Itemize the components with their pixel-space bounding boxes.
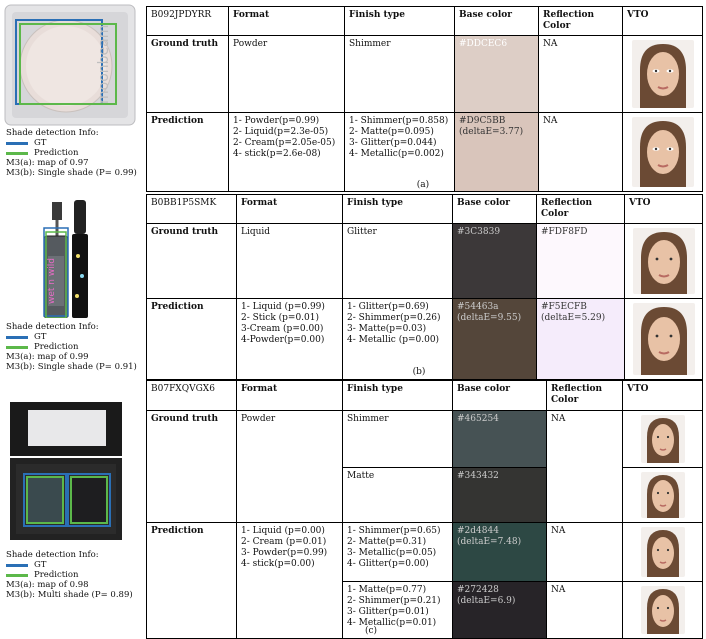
shade-info-title: Shade detection Info: [6,128,99,138]
ground-truth-label: Ground truth [147,411,237,523]
product-code: B07FXQVGX6 [147,381,237,411]
prediction-label: Prediction [147,113,229,192]
header-finish: Finish type [343,381,453,411]
m3a-info: M3(a): map of 0.98 [6,580,89,590]
gt-finish: Shimmer [343,411,453,468]
pred-reflection: NA [547,582,623,639]
prediction-label: Prediction [147,523,237,639]
gt-legend-label: GT [34,332,47,342]
shade-info-c [6,550,133,600]
pred-legend-swatch [6,346,28,349]
ground-truth-label: Ground truth [147,224,237,299]
gt-vto-cell [625,224,703,299]
gt-vto-cell [623,411,703,468]
results-table-c [146,380,703,639]
gt-format: Liquid [237,224,343,299]
pred-reflection-delta: (deltaE=5.29) [541,313,606,323]
gt-reflection-color: #FDF8FD [537,224,625,299]
pred-legend-swatch [6,152,28,155]
vto-face-image [641,586,685,634]
pred-base-color [453,582,547,639]
vto-face-image [632,40,694,108]
pred-base-color [453,299,537,380]
pred-finish-line: 1- Shimmer(p=0.65) [347,526,441,536]
pred-vto-cell [623,523,703,582]
prediction-label: Prediction [147,299,237,380]
gt-legend-swatch [6,564,28,567]
pred-finish-line: 3- Matte(p=0.03) [347,324,427,334]
vto-face-image [632,117,694,187]
pred-base-hex: #D9C5BB [459,116,506,126]
pred-finish-line: 1- Matte(p=0.77) [347,585,427,595]
pred-reflection: NA [547,523,623,582]
product-image-compact [4,4,136,126]
pred-finish-line: 3- Glitter(p=0.044) [349,138,437,148]
header-reflection: Reflection Color [547,381,623,411]
pred-format-line: 1- Liquid (p=0.99) [241,302,325,312]
pred-finish-line: 2- Matte(p=0.095) [349,127,434,137]
caption-c: (c) [364,626,378,636]
pred-vto-cell [625,299,703,380]
pred-finish-line: 3- Glitter(p=0.01) [347,607,429,617]
pred-finish-line: 3- Metallic(p=0.05) [347,548,437,558]
pred-legend-swatch [6,574,28,577]
gt-legend-swatch [6,142,28,145]
pred-finish [343,523,453,582]
results-table-a [146,6,703,192]
gt-legend-label: GT [34,560,47,570]
shade-info-b [6,322,137,372]
gt-legend-swatch [6,336,28,339]
pred-finish-line: 1- Glitter(p=0.69) [347,302,429,312]
svg-text:wet n wild: wet n wild [47,258,57,304]
svg-text:moonbeam: moonbeam [96,24,112,104]
gt-vto-cell [623,36,703,113]
product-image-palette [6,400,130,542]
header-base-color: Base color [453,381,547,411]
pred-format-line: 4- stick(p=0.00) [241,559,315,569]
product-image-liquid-tube [14,196,134,318]
pred-base-color [455,113,539,192]
pred-format-line: 3- Powder(p=0.99) [241,548,328,558]
ground-truth-label: Ground truth [147,36,229,113]
pred-finish-line: 4- Metallic(p=0.01) [347,618,437,628]
m3b-info: M3(b): Multi shade (P= 0.89) [6,590,133,600]
pred-legend-label: Prediction [34,570,79,580]
pred-finish-line: 2- Matte(p=0.31) [347,537,427,547]
gt-finish: Glitter [343,224,453,299]
pred-base-delta: (deltaE=9.55) [457,313,522,323]
pred-format-line: 4- stick(p=2.6e-08) [233,149,321,159]
m3b-info: M3(b): Single shade (P= 0.99) [6,168,137,178]
gt-reflection: NA [539,36,623,113]
gt-vto-cell [623,468,703,523]
pred-format-line: 2- Liquid(p=2.3e-05) [233,127,329,137]
pred-base-color [453,523,547,582]
pred-finish-line: 4- Metallic(p=0.002) [349,149,444,159]
product-code: B0BB1P5SMK [147,195,237,224]
gt-base-color: #3C3839 [453,224,537,299]
vto-face-image [641,472,685,518]
pred-finish [343,299,453,380]
header-format: Format [229,7,345,36]
header-finish: Finish type [343,195,453,224]
pred-reflection-hex: #F5ECFB [541,302,587,312]
pred-format-line: 1- Powder(p=0.99) [233,116,320,126]
m3b-info: M3(b): Single shade (P= 0.91) [6,362,137,372]
pred-reflection-color [537,299,625,380]
header-format: Format [237,381,343,411]
pred-base-hex: #54463a [457,302,499,312]
shade-info-title: Shade detection Info: [6,322,99,332]
pred-format-line: 4-Powder(p=0.00) [241,335,325,345]
pred-format [237,299,343,380]
gt-finish: Matte [343,468,453,523]
gt-reflection: NA [547,411,623,523]
header-reflection: Reflection Color [539,7,623,36]
header-vto: VTO [625,195,703,224]
gt-legend-label: GT [34,138,47,148]
header-base-color: Base color [453,195,537,224]
pred-legend-label: Prediction [34,148,79,158]
pred-base-hex: #2d4844 [457,526,499,536]
pred-legend-label: Prediction [34,342,79,352]
vto-face-image [633,303,695,375]
pred-finish-line: 2- Shimmer(p=0.21) [347,596,441,606]
pred-format-line: 2- Cream(p=2.05e-05) [233,138,336,148]
shade-info-title: Shade detection Info: [6,550,99,560]
pred-finish-line: 1- Shimmer(p=0.858) [349,116,449,126]
product-code: B092JPDYRR [147,7,229,36]
pred-finish-line: 4- Glitter(p=0.00) [347,559,429,569]
pred-base-hex: #272428 [457,585,499,595]
caption-a: (a) [416,180,430,190]
vto-face-image [641,527,685,577]
vto-face-image [633,228,695,294]
pred-vto-cell [623,582,703,639]
pred-format-line: 3-Cream (p=0.00) [241,324,324,334]
pred-format [237,523,343,639]
pred-format-line: 2- Cream (p=0.01) [241,537,327,547]
pred-vto-cell [623,113,703,192]
gt-format: Powder [237,411,343,523]
pred-base-delta: (deltaE=7.48) [457,537,522,547]
gt-finish: Shimmer [345,36,455,113]
gt-format: Powder [229,36,345,113]
pred-format-line: 2- Stick (p=0.01) [241,313,320,323]
gt-base-color: #465254 [453,411,547,468]
header-reflection: Reflection Color [537,195,625,224]
pred-format-line: 1- Liquid (p=0.00) [241,526,325,536]
m3a-info: M3(a): map of 0.99 [6,352,89,362]
header-base-color: Base color [455,7,539,36]
pred-finish [345,113,455,192]
gt-base-color: #DDCEC6 [455,36,539,113]
header-vto: VTO [623,7,703,36]
header-finish: Finish type [345,7,455,36]
caption-b: (b) [412,367,426,377]
pred-reflection: NA [539,113,623,192]
pred-base-delta: (deltaE=6.9) [457,596,516,606]
results-table-b [146,194,703,380]
pred-finish-line: 2- Shimmer(p=0.26) [347,313,441,323]
pred-base-delta: (deltaE=3.77) [459,127,524,137]
shade-info-a [6,128,137,178]
gt-base-color: #343432 [453,468,547,523]
vto-face-image [641,415,685,463]
m3a-info: M3(a): map of 0.97 [6,158,89,168]
pred-finish-line: 4- Metallic (p=0.00) [347,335,440,345]
header-format: Format [237,195,343,224]
header-vto: VTO [623,381,703,411]
pred-format [229,113,345,192]
